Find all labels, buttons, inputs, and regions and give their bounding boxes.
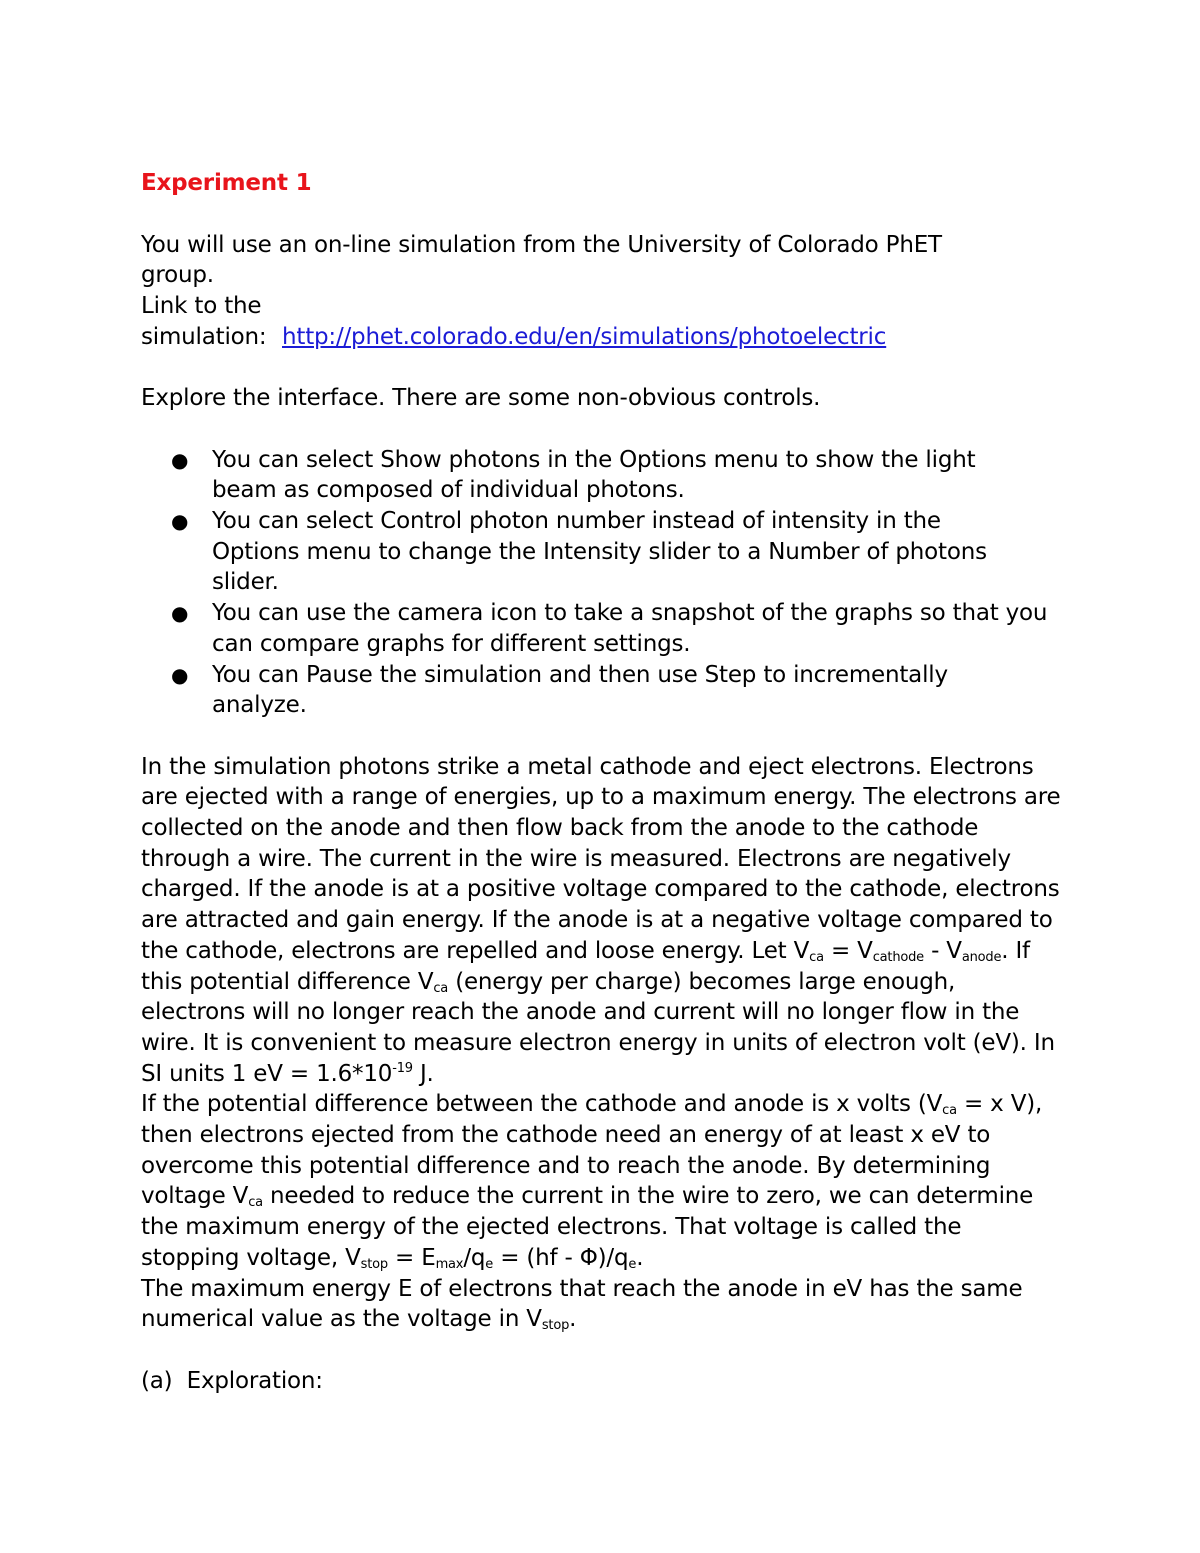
- text-run: .: [636, 1244, 644, 1271]
- list-item: [141, 506, 992, 598]
- subscript: e: [485, 1256, 494, 1272]
- bullet-icon: ●: [171, 509, 189, 534]
- max-energy-paragraph: [141, 1274, 1076, 1335]
- list-item-text: You can use the camera icon to take a snapshot of the graphs so that you can compare graphs for different settings.: [212, 600, 1048, 657]
- subscript: ca: [942, 1103, 957, 1119]
- text-run: = V: [823, 937, 873, 964]
- subscript: ca: [248, 1195, 263, 1211]
- simulation-description: [141, 752, 1066, 1090]
- text-run: = (hf - Φ)/q: [493, 1244, 629, 1271]
- text-run: = E: [387, 1244, 436, 1271]
- text-run: - V: [923, 937, 962, 964]
- text-run: The maximum energy E of electrons that reach the anode in eV has the same numerical value as the voltage in V: [141, 1275, 1023, 1333]
- text-run: J.: [412, 1060, 434, 1087]
- bullet-icon: ●: [171, 601, 189, 626]
- list-item: [141, 660, 1012, 721]
- subscript: max: [435, 1256, 464, 1272]
- exploration-heading: (a) Exploration:: [141, 1367, 323, 1394]
- controls-list: [141, 445, 1101, 721]
- simulation-link[interactable]: http://phet.colorado.edu/en/simulations/photoelectric: [282, 323, 887, 350]
- subscript: anode: [961, 949, 1002, 965]
- link-line: [141, 291, 281, 352]
- link-line-2: [141, 322, 1101, 353]
- text-run: If the potential difference between the cathode and anode is x volts (V: [141, 1091, 943, 1118]
- list-item-text: You can select Control photon number instead of intensity in the Options menu to change the Intensity slider to a Number of photons slider.: [212, 508, 987, 596]
- subscript: stop: [360, 1256, 388, 1272]
- experiment-title: Experiment 1: [141, 170, 312, 196]
- bullet-icon: ●: [171, 662, 189, 687]
- list-item: [141, 598, 1052, 659]
- text-run: . If this potential difference V: [141, 937, 1030, 995]
- subscript: ca: [433, 980, 449, 996]
- subscript: cathode: [872, 949, 924, 965]
- bullet-icon: ●: [171, 447, 189, 472]
- list-item-text: You can select Show photons in the Options menu to show the light beam as composed of individual photons.: [212, 446, 976, 504]
- explore-text: Explore the interface. There are some non-obvious controls.: [141, 385, 821, 412]
- stopping-voltage-paragraph: [141, 1089, 1066, 1273]
- link-prefix: Link to the simulation:: [141, 293, 267, 350]
- text-run: /q: [463, 1244, 486, 1271]
- list-item: [141, 445, 982, 506]
- subscript: ca: [809, 949, 824, 965]
- intro-line: You will use an on-line simulation from the University of Colorado PhET group.: [141, 231, 942, 289]
- subscript: e: [628, 1256, 637, 1272]
- text-run: needed to reduce the current in the wire to zero, we can determine the maximum energy of the ejected electrons. That voltage is called the stopping voltage, V: [141, 1183, 1034, 1271]
- text-run: In the simulation photons strike a metal cathode and eject electrons. Electrons are ejected with a range of energies, up to a maximum energy. The electrons are collected on the anode and then flow back from the anode to the cathode through a wire. The current in the wire is measured. Electrons are negatively charged. If the anode is at a positive voltage compared to the cathode, electrons are attracted and gain energy. If the anode is at a negative voltage compared to the cathode, electrons are repelled and loose energy. Let V: [141, 753, 1061, 964]
- text-run: = x V), then electrons ejected from the cathode need an energy of at least x eV to overcome this potential difference and to reach the anode. By determining voltage V: [141, 1091, 1043, 1210]
- list-item-text: You can Pause the simulation and then use Step to incrementally analyze.: [212, 661, 948, 719]
- text-run: .: [569, 1306, 577, 1333]
- document-page: [141, 168, 1101, 1396]
- superscript: -19: [392, 1060, 413, 1076]
- text-run: (energy per charge) becomes large enough, electrons will no longer reach the anode and current will no longer flow in the wire. It is convenient to measure electron energy in units of electron volt (eV). In SI units 1 eV = 1.6*10: [141, 968, 1055, 1087]
- subscript: stop: [541, 1318, 570, 1334]
